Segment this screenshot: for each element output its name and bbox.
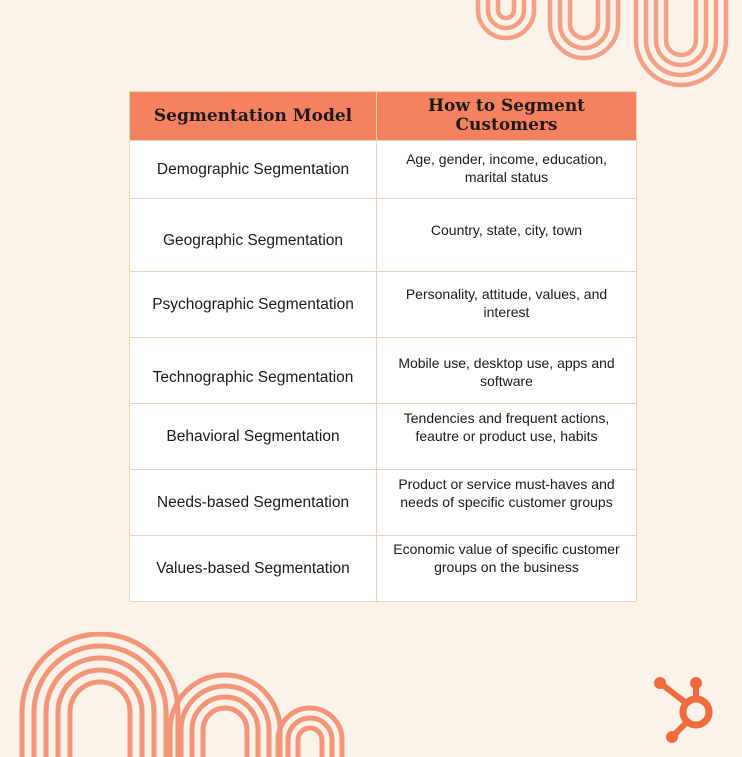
segment-how-cell: Tendencies and frequent actions, feautre or product use, habits: [377, 404, 637, 470]
hubspot-sprocket-icon: [650, 672, 726, 748]
segment-how-cell: Product or service must-haves and needs of specific customer groups: [377, 470, 637, 536]
table-row: [130, 199, 637, 272]
header-segmentation-model: Segmentation Model: [130, 92, 377, 141]
segmentation-table: [129, 91, 637, 602]
segment-model-cell: Technographic Segmentation: [130, 338, 377, 404]
segment-how-cell: Personality, attitude, values, and interest: [377, 272, 637, 338]
table-row: [130, 141, 637, 199]
table-row: [130, 272, 637, 338]
segment-how-cell: Economic value of specific customer groups on the business: [377, 536, 637, 602]
segment-how-cell: Age, gender, income, education, marital status: [377, 141, 637, 199]
segment-model-cell: Values-based Segmentation: [130, 536, 377, 602]
header-how-to-segment: How to Segment Customers: [377, 92, 637, 141]
segment-model-cell: Behavioral Segmentation: [130, 404, 377, 470]
decorative-arches-bottom: [0, 632, 350, 757]
decorative-arches-top: [470, 0, 742, 95]
table-header-row: [130, 92, 637, 141]
table-row: [130, 536, 637, 602]
segment-model-cell: Demographic Segmentation: [130, 141, 377, 199]
table-row: [130, 470, 637, 536]
segment-how-cell: Mobile use, desktop use, apps and software: [377, 338, 637, 404]
segment-model-cell: Needs-based Segmentation: [130, 470, 377, 536]
table-row: [130, 338, 637, 404]
segment-model-cell: Geographic Segmentation: [130, 199, 377, 272]
segment-how-cell: Country, state, city, town: [377, 199, 637, 272]
table-row: [130, 404, 637, 470]
segment-model-cell: Psychographic Segmentation: [130, 272, 377, 338]
